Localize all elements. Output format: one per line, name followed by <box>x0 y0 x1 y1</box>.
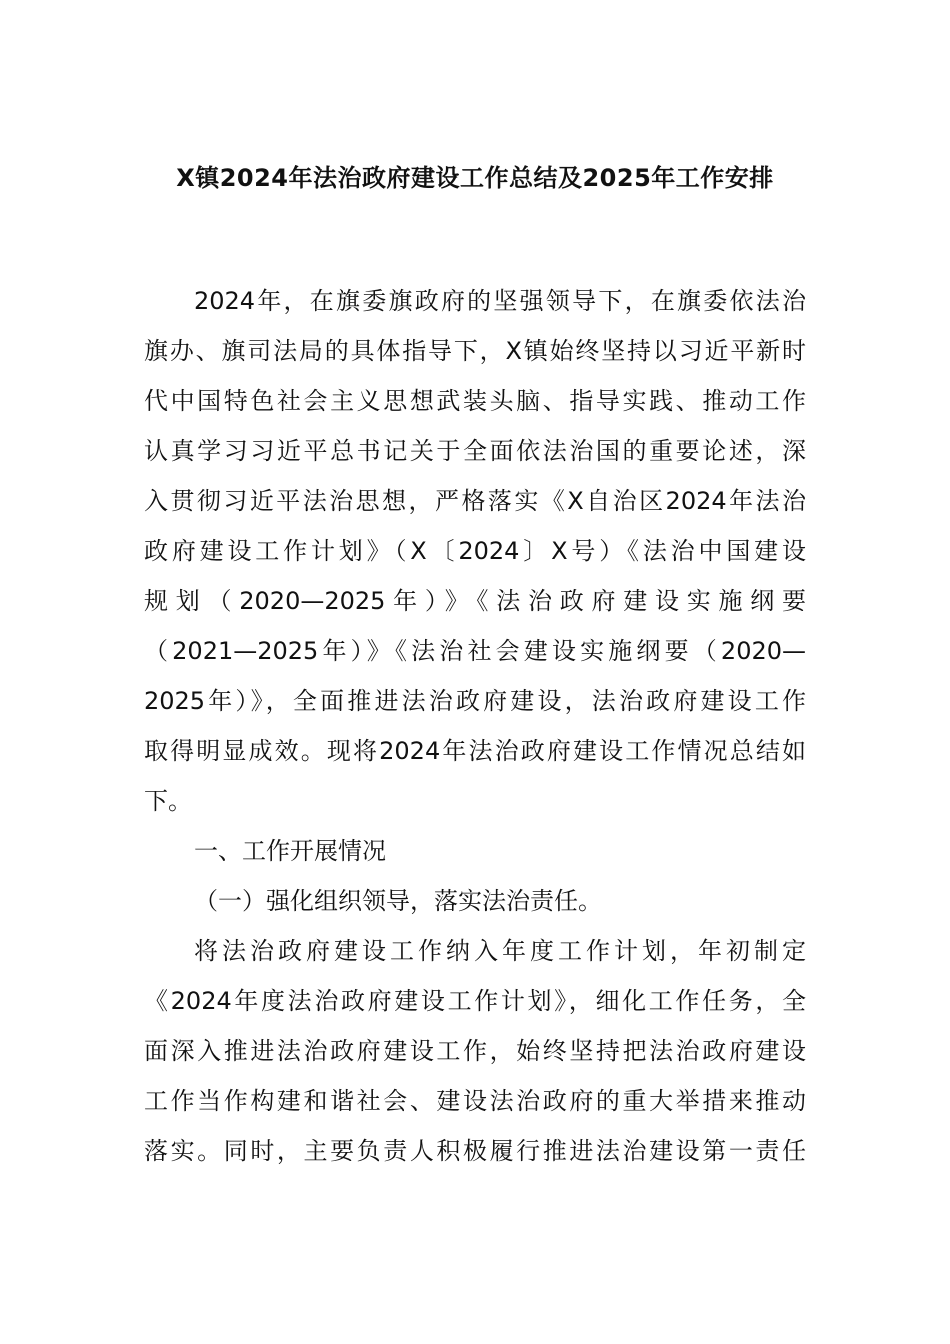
body-line-14: 将法治政府建设工作纳入年度工作计划，年初制定 <box>194 937 806 965</box>
body-line-17: 工作当作构建和谐社会、建设法治政府的重大举措来推动 <box>144 1087 806 1115</box>
body-line-16: 面深入推进法治政府建设工作，始终坚持把法治政府建设 <box>144 1037 806 1065</box>
body-line-18: 落实。同时，主要负责人积极履行推进法治建设第一责任 <box>144 1137 806 1165</box>
body-line-7: 规划（2020—2025年）》《法治政府建设实施纲要 <box>144 587 806 615</box>
body-line-15: 《2024年度法治政府建设工作计划》，细化工作任务，全 <box>144 987 806 1015</box>
subsection-heading: （一）强化组织领导，落实法治责任。 <box>194 887 602 915</box>
document-title: X镇2024年法治政府建设工作总结及2025年工作安排 <box>176 164 774 192</box>
body-line-8: （2021—2025年）》《法治社会建设实施纲要（2020— <box>144 637 806 665</box>
body-line-10: 取得明显成效。现将2024年法治政府建设工作情况总结如 <box>144 737 806 765</box>
body-line-4: 认真学习习近平总书记关于全面依法治国的重要论述，深 <box>144 437 806 465</box>
body-line-11: 下。 <box>144 787 192 815</box>
body-line-1: 2024年，在旗委旗政府的坚强领导下，在旗委依法治 <box>194 287 806 315</box>
section-heading: 一、工作开展情况 <box>194 837 386 865</box>
body-line-5: 入贯彻习近平法治思想，严格落实《X自治区2024年法治 <box>144 487 806 515</box>
body-line-9: 2025年）》，全面推进法治政府建设，法治政府建设工作 <box>144 687 806 715</box>
body-line-2: 旗办、旗司法局的具体指导下，X镇始终坚持以习近平新时 <box>144 337 806 365</box>
body-line-6: 政府建设工作计划》（X〔2024〕X号）《法治中国建设 <box>144 537 806 565</box>
body-line-3: 代中国特色社会主义思想武装头脑、指导实践、推动工作 <box>144 387 806 415</box>
